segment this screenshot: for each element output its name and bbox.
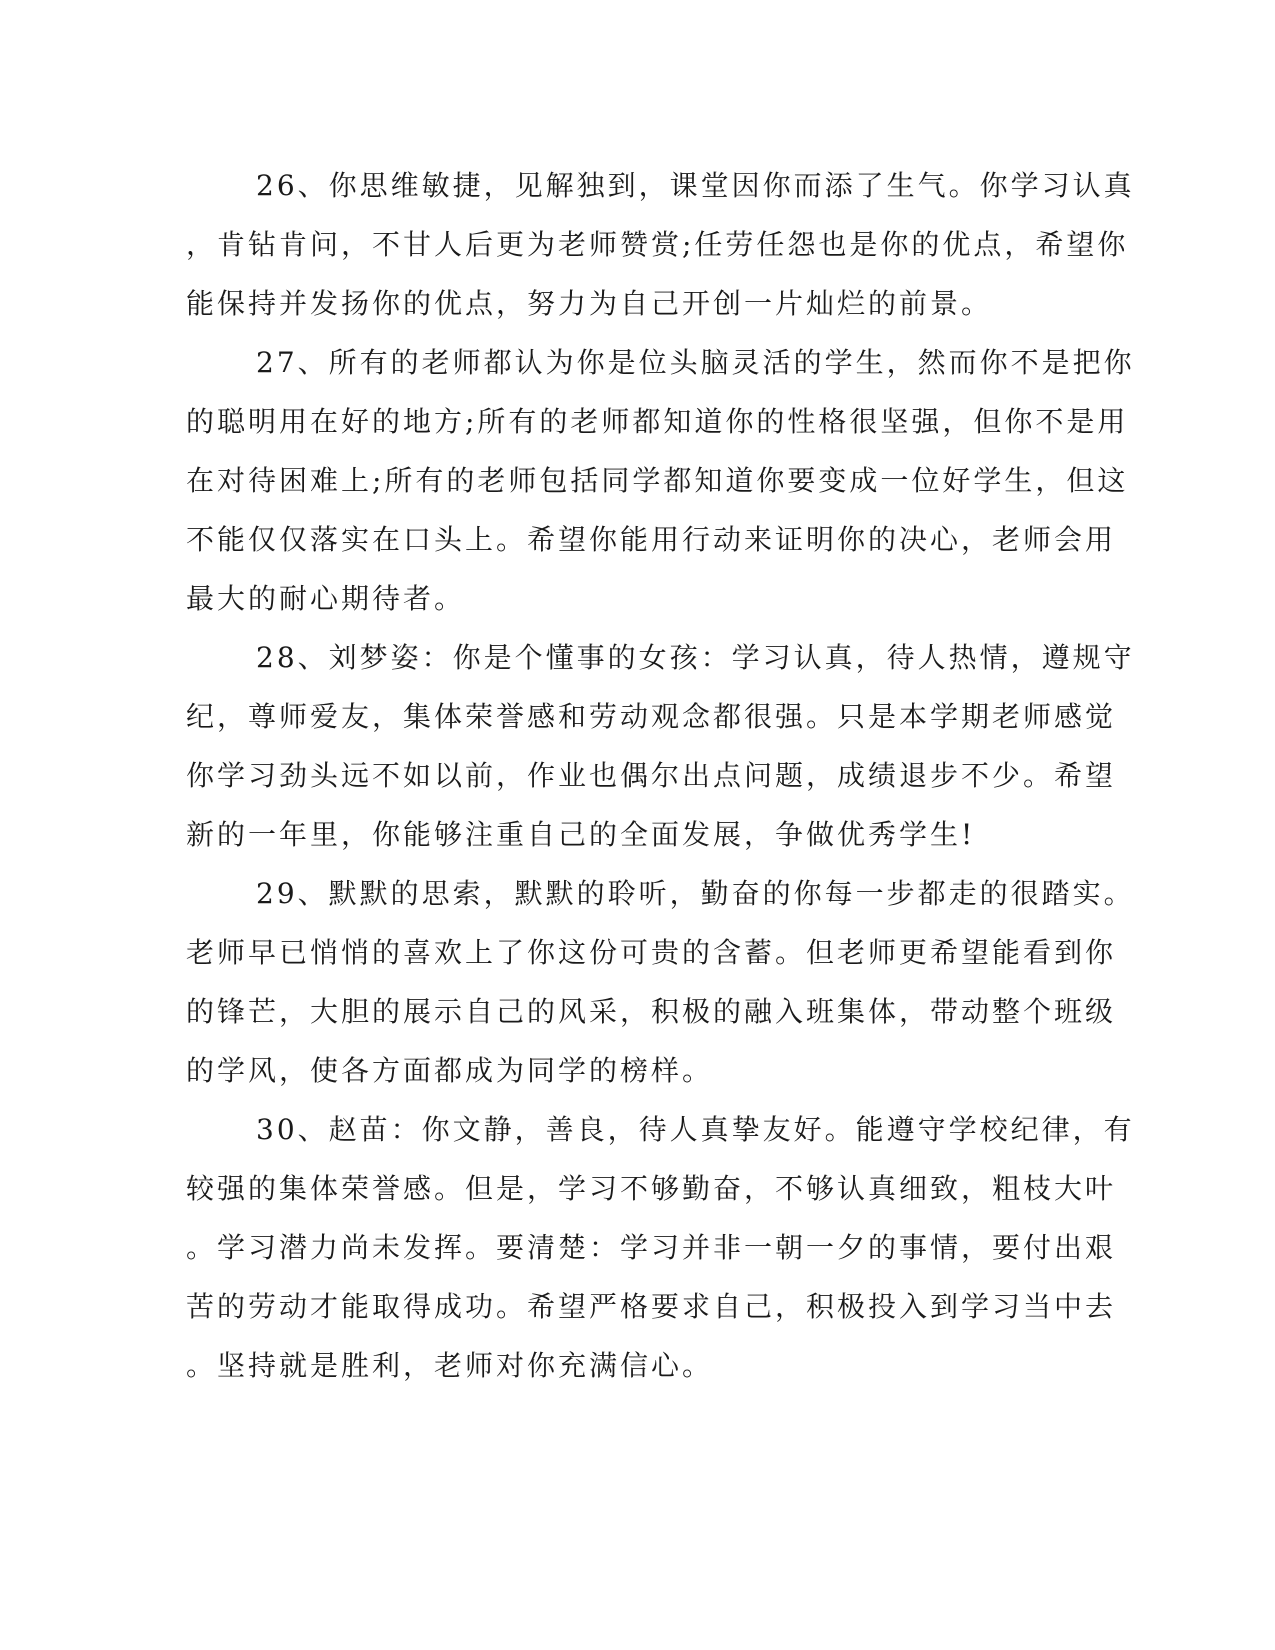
paragraph-29-line-3: 的锋芒，大胆的展示自己的风采，积极的融入班集体，带动整个班级 [186,995,1117,1028]
paragraph-26-line-3: 能保持并发扬你的优点，努力为自己开创一片灿烂的前景。 [186,287,993,320]
paragraph-26-line-1: 26、你思维敏捷，见解独到，课堂因你而添了生气。你学习认真 [256,169,1135,202]
paragraph-27-line-1: 27、所有的老师都认为你是位头脑灵活的学生，然而你不是把你 [256,346,1135,379]
paragraph-29-line-4: 的学风，使各方面都成为同学的榜样。 [186,1054,714,1087]
paragraph-30-line-2: 较强的集体荣誉感。但是，学习不够勤奋，不够认真细致，粗枝大叶 [186,1172,1117,1205]
paragraph-27-line-3: 在对待困难上;所有的老师包括同学都知道你要变成一位好学生，但这 [186,464,1129,497]
paragraph-29-line-2: 老师早已悄悄的喜欢上了你这份可贵的含蓄。但老师更希望能看到你 [186,936,1117,969]
paragraph-30-line-1: 30、赵苗：你文静，善良，待人真挚友好。能遵守学校纪律，有 [256,1113,1135,1146]
paragraph-30-line-4: 苦的劳动才能取得成功。希望严格要求自己，积极投入到学习当中去 [186,1290,1117,1323]
paragraph-27-line-5: 最大的耐心期待者。 [186,582,466,615]
paragraph-28-line-4: 新的一年里，你能够注重自己的全面发展，争做优秀学生! [186,818,976,851]
paragraph-29-line-1: 29、默默的思索，默默的聆听，勤奋的你每一步都走的很踏实。 [256,877,1135,910]
paragraph-30-line-5: 。坚持就是胜利，老师对你充满信心。 [186,1349,714,1382]
paragraph-28-line-1: 28、刘梦姿：你是个懂事的女孩：学习认真，待人热情，遵规守 [256,641,1135,674]
paragraph-27-line-4: 不能仅仅落实在口头上。希望你能用行动来证明你的决心，老师会用 [186,523,1117,556]
paragraph-27-line-2: 的聪明用在好的地方;所有的老师都知道你的性格很坚强，但你不是用 [186,405,1129,438]
paragraph-26-line-2: ，肯钻肯问，不甘人后更为老师赞赏;任劳任怨也是你的优点，希望你 [186,228,1129,261]
paragraph-28-line-2: 纪，尊师爱友，集体荣誉感和劳动观念都很强。只是本学期老师感觉 [186,700,1117,733]
paragraph-30-line-3: 。学习潜力尚未发挥。要清楚：学习并非一朝一夕的事情，要付出艰 [186,1231,1117,1264]
paragraph-28-line-3: 你学习劲头远不如以前，作业也偶尔出点问题，成绩退步不少。希望 [186,759,1117,792]
